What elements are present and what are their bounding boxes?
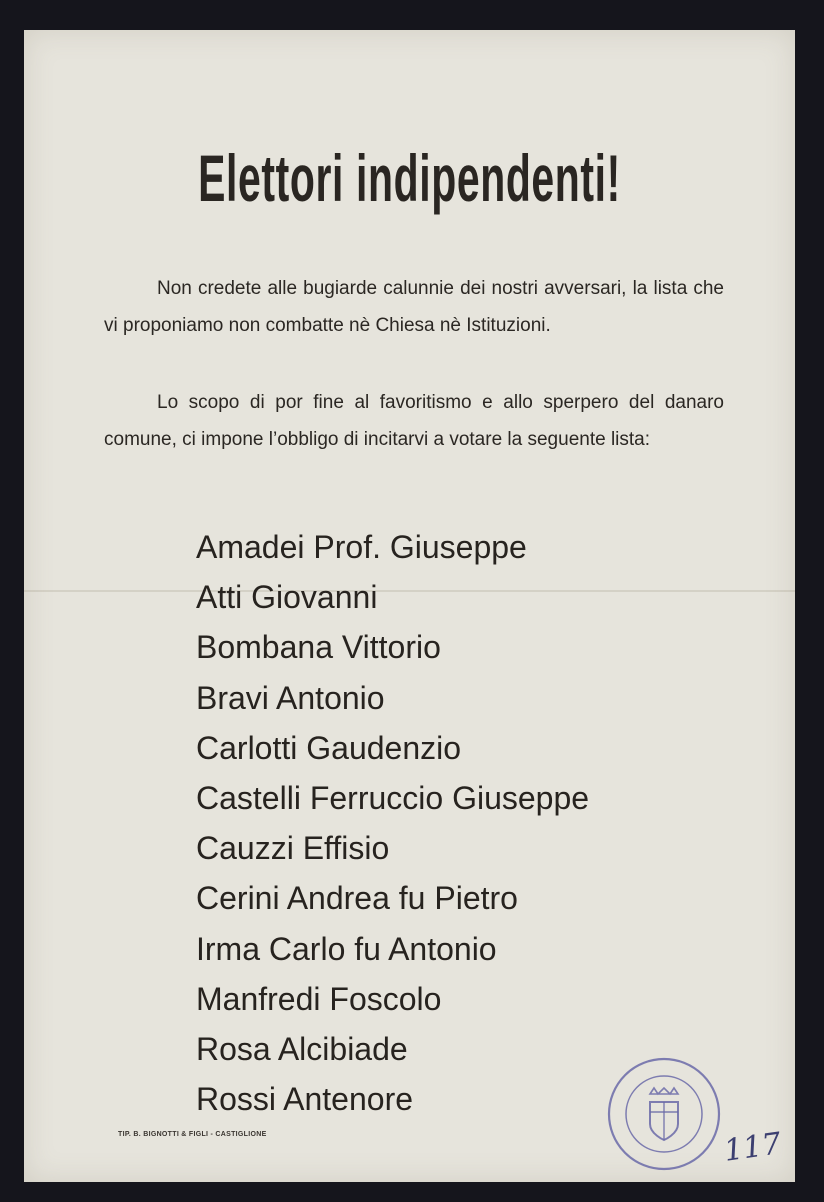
candidate-name: Rossi Antenore (196, 1081, 414, 1118)
poster-title: Elettori indipendenti! (198, 141, 621, 215)
candidate-name: Cerini Andrea fu Pietro (196, 880, 518, 917)
candidate-name: Manfredi Foscolo (196, 980, 442, 1017)
candidate-name: Bombana Vittorio (196, 629, 441, 666)
candidate-name: Cauzzi Effisio (196, 830, 390, 867)
candidate-list (196, 522, 696, 1124)
library-stamp (606, 1056, 722, 1172)
paragraph-2: Lo scopo di por fine al favoritismo e allo sperpero del danaro comune, ci impone l’obbligo di incitarvi a votare la seguente lista: (104, 392, 724, 450)
printer-imprint: TIP. B. BIGNOTTI & FIGLI - CASTIGLIONE (118, 1131, 267, 1138)
candidate-name: Atti Giovanni (196, 579, 378, 616)
candidate-name: Amadei Prof. Giuseppe (196, 529, 527, 565)
paragraph-1: Non credete alle bugiarde calunnie dei nostri avversari, la lista che vi proponiamo non combatte nè Chiesa nè Istituzioni. (104, 278, 724, 336)
poster-sheet (24, 30, 795, 1182)
candidate-name: Rosa Alcibiade (196, 1031, 408, 1068)
candidate-name: Carlotti Gaudenzio (196, 729, 462, 766)
handwritten-number: 117 (721, 1126, 784, 1169)
candidate-name: Bravi Antonio (196, 679, 385, 716)
candidate-name: Irma Carlo fu Antonio (196, 930, 497, 967)
candidate-name: Castelli Ferruccio Giuseppe (196, 780, 590, 817)
